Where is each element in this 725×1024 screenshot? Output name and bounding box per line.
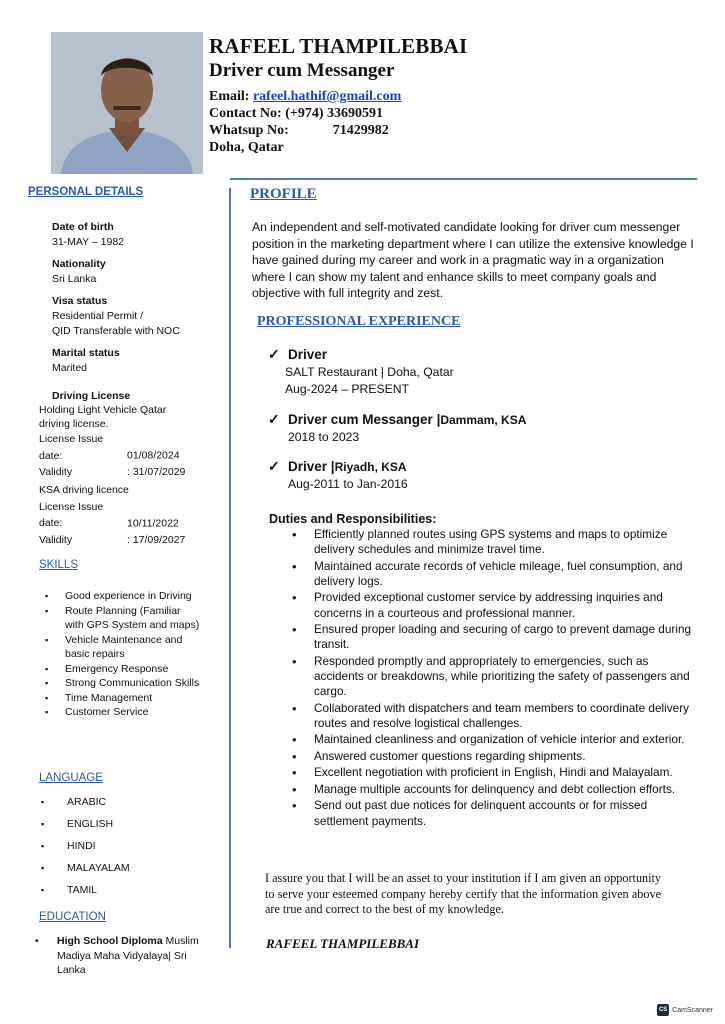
license-label: Driving License (52, 390, 131, 402)
camscanner-watermark (657, 1004, 713, 1016)
personal-details-heading: PERSONAL DETAILS (28, 186, 144, 198)
ksa-license-dates (39, 482, 185, 548)
duty-item: • Ensured proper loading and securing of cargo to prevent damage during transit. (292, 622, 700, 652)
job-period: Aug-2024 – PRESENT (285, 382, 409, 396)
dob-value: 31-MAY – 1982 (52, 236, 124, 248)
dob-section (52, 221, 124, 250)
declaration-text: I assure you that I will be an asset to your institution if I am given an opportunity to serve your esteemed company hereby certify that the information given above are true and correct to the best of my knowledge. (265, 871, 661, 916)
duty-item: • Maintained cleanliness and organization of vehicle interior and exterior. (292, 732, 700, 747)
camscanner-text: CamScanner (672, 1006, 713, 1014)
ksa-license-label: KSA driving licence (39, 484, 129, 496)
skills-list (45, 589, 200, 720)
skill-item: ▪ Time Management (45, 691, 200, 706)
duty-item: • Provided exceptional customer service by addressing inquiries and concerns in a courteous and professional manner. (292, 590, 700, 620)
visa-section (52, 295, 180, 338)
license-line-2: driving license. (39, 418, 109, 430)
contact-number: (+974) 33690591 (285, 106, 384, 121)
job-period: 2018 to 2023 (288, 430, 360, 444)
job-title: Driver cum Messanger (209, 60, 395, 81)
job-place: Riyadh, KSA (334, 460, 407, 474)
language-item: ▪ MALAYALAM (41, 857, 191, 879)
duty-item: • Responded promptly and appropriately to emergencies, such as accidents or breakdowns, while prioritizing the safety of passengers and cargo. (292, 654, 700, 700)
education-heading: EDUCATION (39, 911, 106, 923)
job-entry (268, 458, 408, 493)
checkmark-icon: ✓ (268, 458, 280, 474)
duty-item: • Answered customer questions regarding shipments. (292, 749, 700, 764)
duty-item: • Excellent negotiation with proficient in English, Hindi and Malayalam. (292, 765, 700, 780)
qatar-issue-date: 01/08/2024 (127, 449, 180, 462)
job-entry (268, 411, 526, 446)
profile-text: An independent and self-motivated candidate looking for driver cum messenger position in the marketing department where I can utilize the extensive knowledge I have gained during my career and work in a pragmatic way in a organization where I can show my talent and enhance skills to meet company goals and objective with full integrity and zest. (252, 220, 694, 300)
email-link[interactable]: rafeel.hathif@gmail.com (252, 89, 402, 104)
duty-item: • Manage multiple accounts for delinquency and debt collection efforts. (292, 782, 700, 797)
license-line-1: Holding Light Vehicle Qatar (39, 404, 167, 416)
marital-label: Marital status (52, 347, 120, 359)
visa-line-2: QID Transferable with NOC (52, 324, 180, 337)
language-list (41, 791, 191, 901)
qatar-license-dates (39, 431, 185, 481)
license-description (39, 403, 166, 431)
language-item: ▪ HINDI (41, 835, 191, 857)
camscanner-logo-icon: CS (657, 1004, 669, 1016)
job-title: Driver | (288, 459, 335, 474)
duty-item: • Collaborated with dispatchers and team members to coordinate delivery routes and resolve logistical challenges. (292, 701, 700, 731)
school: Muslim Madiya Maha Vidyalaya| Sri Lanka (57, 935, 199, 976)
skill-item: ▪ Good experience in Driving (45, 589, 200, 604)
language-item: ▪ TAMIL (41, 879, 191, 901)
profile-heading: PROFILE (250, 186, 317, 202)
bullet-icon: • (35, 935, 39, 947)
language-item: ▪ ENGLISH (41, 813, 191, 835)
header-divider (230, 178, 697, 180)
skill-item: ▪ Strong Communication Skills (45, 676, 200, 691)
contact-label: Contact No: (209, 106, 282, 121)
skill-item: ▪ Customer Service (45, 705, 200, 720)
marital-value: Marited (52, 362, 88, 374)
whatsapp-label: Whatsup No: (209, 123, 289, 138)
candidate-name: RAFEEL THAMPILEBBAI (209, 34, 468, 58)
education-entry (35, 934, 210, 978)
visa-line-1: Residential Permit / (52, 310, 144, 322)
experience-heading: PROFESSIONAL EXPERIENCE (257, 314, 461, 329)
ksa-validity-label: Validity (39, 533, 73, 546)
duties-list (292, 527, 700, 830)
skill-item: ▪ Route Planning (Familiar with GPS System and maps) (45, 604, 200, 633)
ksa-issue-date: 10/11/2022 (127, 517, 179, 529)
job-place: Dammam, KSA (440, 413, 527, 427)
nationality-section (52, 258, 106, 287)
nationality-value: Sri Lanka (52, 273, 97, 285)
signature-name: RAFEEL THAMPILEBBAI (266, 936, 420, 951)
degree: High School Diploma (57, 935, 163, 947)
checkmark-icon: ✓ (268, 346, 280, 362)
language-item: ▪ ARABIC (41, 791, 191, 813)
skills-heading: SKILLS (39, 559, 78, 571)
checkmark-icon: ✓ (268, 411, 280, 427)
duty-item: • Efficiently planned routes using GPS systems and maps to optimize delivery schedules and minimize travel time. (292, 527, 700, 557)
whatsapp-number: 71429982 (332, 123, 389, 138)
visa-label: Visa status (52, 295, 108, 307)
portrait-image (51, 32, 203, 174)
language-heading: LANGUAGE (39, 772, 103, 784)
job-period: Aug-2011 to Jan-2016 (288, 477, 408, 491)
job-entry (268, 346, 454, 398)
column-divider (229, 188, 231, 948)
contact-block (209, 88, 401, 156)
job-company: SALT Restaurant | Doha, Qatar (285, 365, 454, 379)
qatar-validity-label: Validity (39, 466, 73, 478)
email-label: Email: (209, 89, 250, 104)
location: Doha, Qatar (209, 140, 284, 155)
ksa-issue-label: License Issue date: (39, 500, 104, 529)
qatar-issue-label: License Issue date: (39, 433, 104, 462)
job-title: Driver (288, 347, 328, 362)
nationality-label: Nationality (52, 258, 106, 270)
skill-item: ▪ Emergency Response (45, 662, 200, 677)
skill-item: ▪ Vehicle Maintenance and basic repairs (45, 633, 200, 662)
job-title: Driver cum Messanger | (288, 412, 441, 427)
license-section (52, 390, 130, 402)
duty-item: • Maintained accurate records of vehicle mileage, fuel consumption, and delivery logs. (292, 559, 700, 589)
marital-section (52, 347, 120, 376)
ksa-validity-date: : 17/09/2027 (127, 533, 186, 546)
dob-label: Date of birth (52, 221, 114, 233)
qatar-validity-date: : 31/07/2029 (127, 466, 186, 478)
duty-item: • Send out past due notices for delinquent accounts or for missed settlement payments. (292, 798, 700, 828)
duties-heading: Duties and Responsibilities: (269, 512, 437, 526)
profile-photo (51, 32, 203, 174)
